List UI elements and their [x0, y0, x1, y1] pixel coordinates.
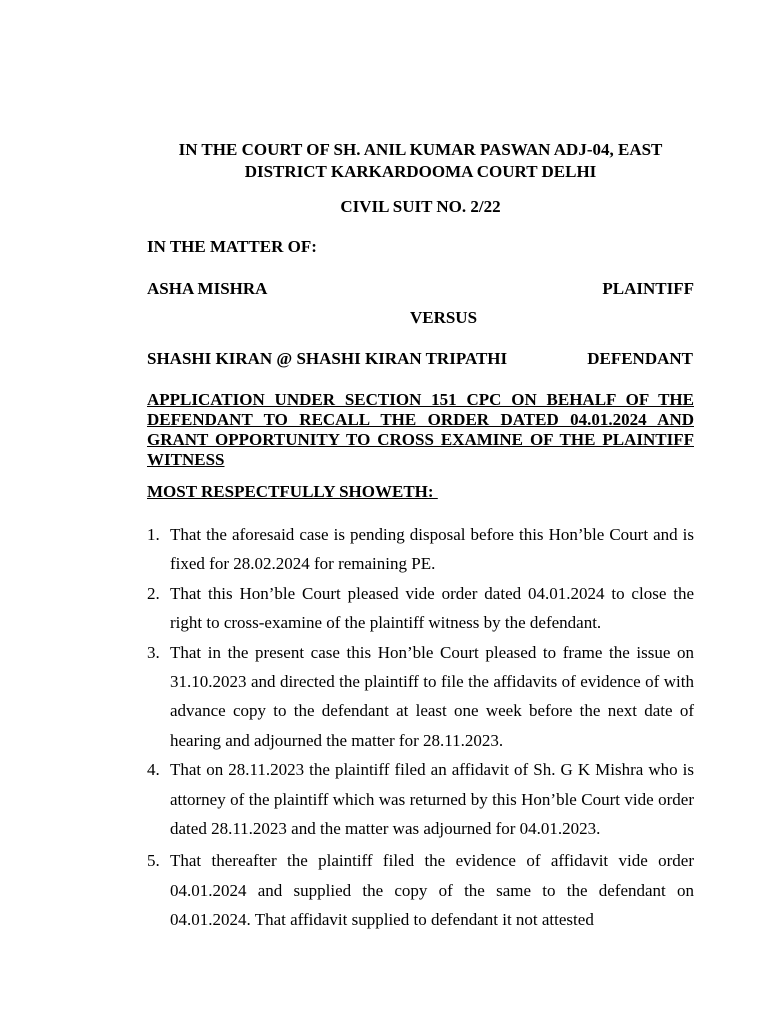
- paragraph-number: 4.: [147, 760, 160, 780]
- paragraph-number: 5.: [147, 851, 160, 871]
- paragraph-item: [147, 755, 694, 843]
- paragraph-item: [147, 520, 694, 579]
- paragraph-text: That in the present case this Hon’ble Court pleased to frame the issue on 31.10.2023 and directed the plaintiff to file the affidavits of evidence of with advance copy to the defendant at least one week before the next date of hearing and adjourned the matter for 28.11.2023.: [170, 642, 694, 750]
- paragraph-number: 1.: [147, 525, 160, 544]
- paragraph-text: That this Hon’ble Court pleased vide order dated 04.01.2024 to close the right to cross-examine of the plaintiff witness by the defendant.: [170, 583, 694, 633]
- defendant-name: SHASHI KIRAN @ SHASHI KIRAN TRIPATHI: [147, 349, 508, 368]
- paragraph-number: 3.: [147, 642, 160, 662]
- paragraph-text: That thereafter the plaintiff filed the evidence of affidavit vide order 04.01.2024 and supplied the copy of the same to the defendant on 04.01.2024. That affidavit supplied to defendant it not attested: [170, 851, 694, 930]
- paragraph-item: [147, 638, 694, 756]
- paragraph-list: [147, 520, 694, 935]
- paragraph-item: [147, 846, 694, 934]
- court-title: IN THE COURT OF SH. ANIL KUMAR PASWAN ADJ-04, EAST DISTRICT KARKARDOOMA COURT DELHI: [178, 140, 663, 181]
- defendant-row: [147, 348, 694, 370]
- paragraph-item: [147, 579, 694, 638]
- paragraph-number: 2.: [147, 583, 160, 603]
- showeth-heading: MOST RESPECTFULLY SHOWETH:: [147, 482, 438, 501]
- paragraph-text: That the aforesaid case is pending disposal before this Hon’ble Court and is fixed for 28.02.2024 for remaining PE.: [170, 525, 694, 574]
- plaintiff-role: PLAINTIFF: [602, 279, 694, 298]
- versus-label: VERSUS: [409, 308, 478, 327]
- paragraph-text: That on 28.11.2023 the plaintiff filed an affidavit of Sh. G K Mishra who is attorney of the plaintiff which was returned by this Hon’ble Court vide order dated 28.11.2023 and the matter was adjourned for 04.01.2023.: [170, 760, 694, 839]
- plaintiff-name: ASHA MISHRA: [147, 279, 268, 298]
- plaintiff-row: [147, 278, 694, 300]
- application-heading: APPLICATION UNDER SECTION 151 CPC ON BEHALF OF THE DEFENDANT TO RECALL THE ORDER DATED 04.01.2024 AND GRANT OPPORTUNITY TO CROSS EXAMINE OF THE PLAINTIFF WITNESS: [147, 390, 694, 469]
- civil-suit-number: CIVIL SUIT NO. 2/22: [340, 197, 501, 216]
- defendant-role: DEFENDANT: [587, 349, 693, 368]
- matter-heading: IN THE MATTER OF:: [147, 237, 317, 256]
